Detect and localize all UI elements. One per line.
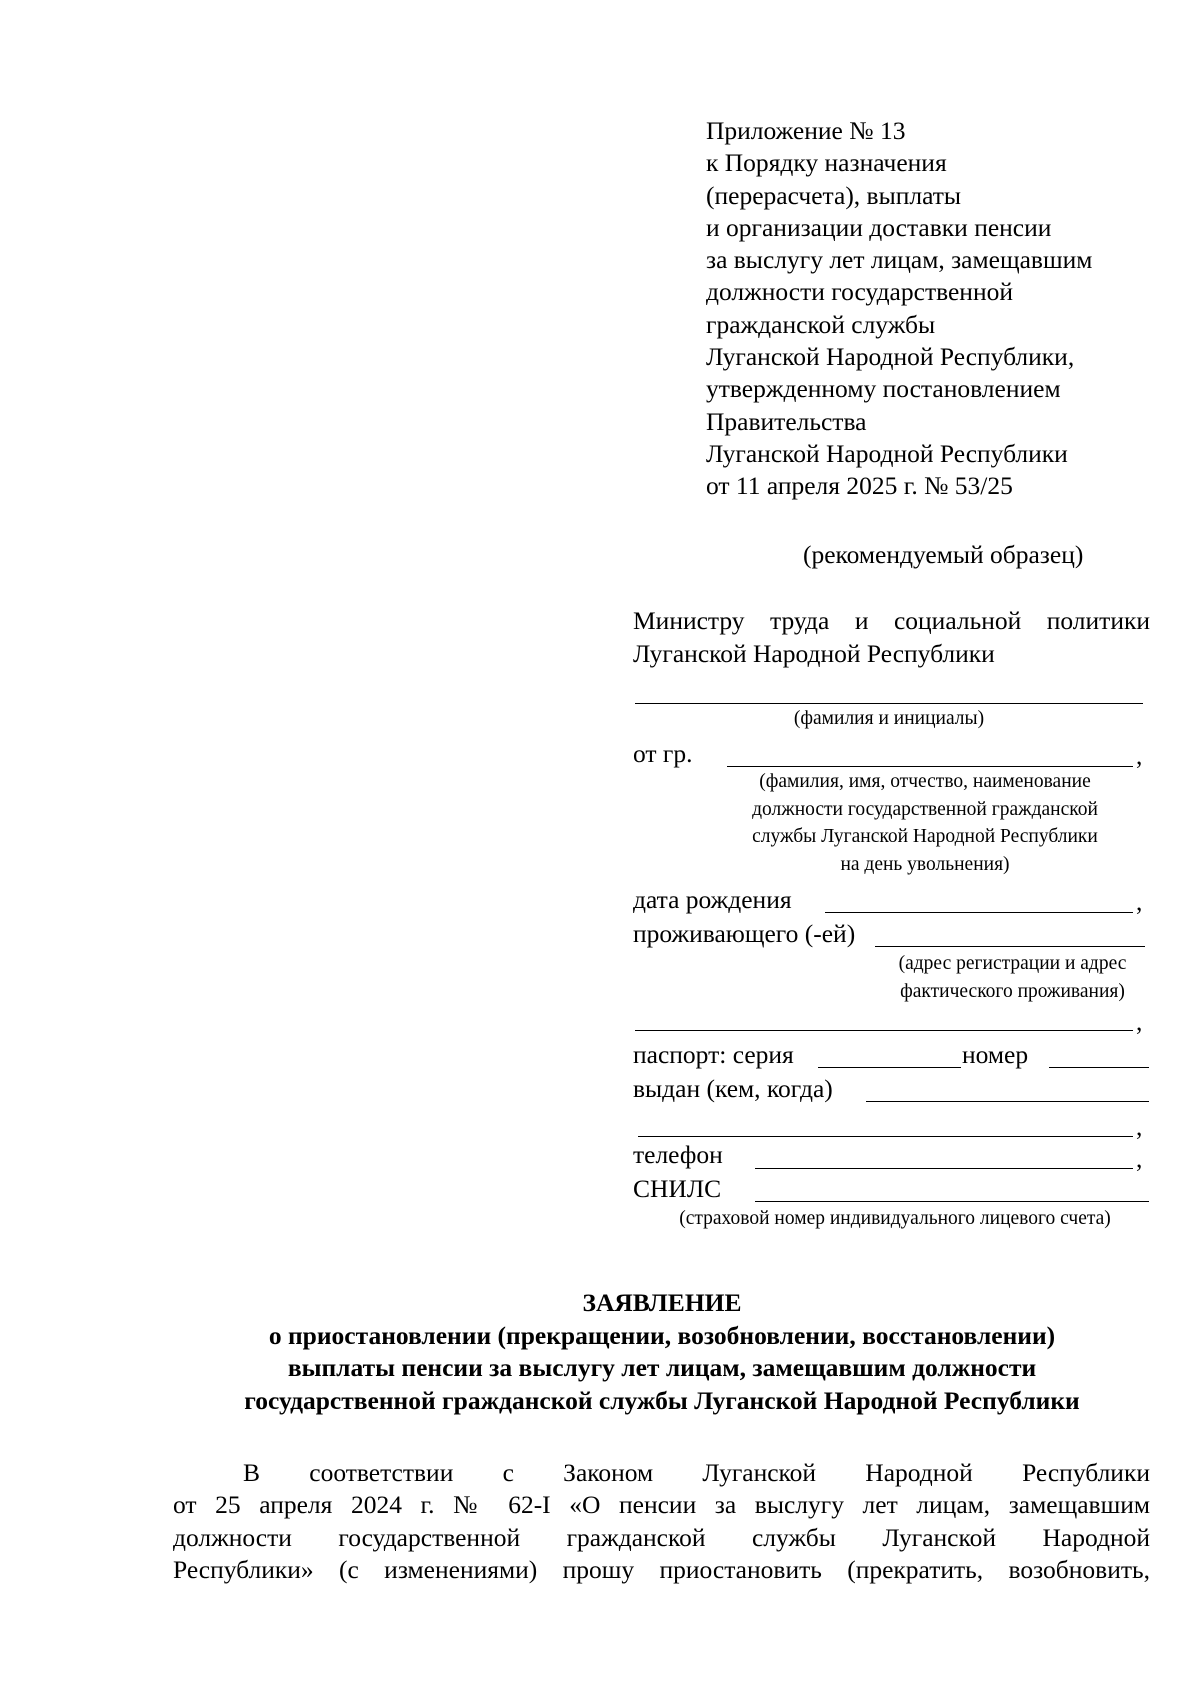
title-subtitle-line: о приостановлении (прекращении, возобновлении, восстановлении)	[268, 1320, 1056, 1350]
appendix-line: к Порядку назначения	[706, 148, 947, 178]
from-field[interactable]	[727, 766, 1133, 767]
caption-line: фактического проживания)	[900, 980, 1125, 1002]
snils-field[interactable]	[755, 1201, 1149, 1202]
document-title	[150, 1287, 1174, 1418]
caption-snils: (страховой номер индивидуального лицевого счета)	[679, 1208, 1111, 1229]
appendix-line: (перерасчета), выплаты	[706, 180, 962, 210]
passport-series-label: паспорт: серия	[633, 1040, 794, 1069]
phone-label: телефон	[633, 1140, 723, 1169]
caption-position	[700, 768, 1150, 878]
phone-field[interactable]	[755, 1168, 1133, 1169]
addressee-line-2: Луганской Народной Республики	[633, 638, 995, 668]
caption-line: должности государственной гражданской	[752, 798, 1098, 820]
appendix-line: Луганской Народной Республики,	[706, 342, 1075, 372]
comma: ,	[1136, 741, 1143, 770]
body-line: Республики» (с изменениями) прошу приостановить (прекратить, возобновить,	[173, 1555, 1150, 1585]
appendix-line: Правительства	[706, 406, 867, 436]
residing-field[interactable]	[875, 946, 1145, 947]
caption-line: на день увольнения)	[840, 853, 1010, 875]
snils-label: СНИЛС	[633, 1174, 722, 1203]
body-line: должности государственной гражданской службы Луганской Народной	[173, 1522, 1150, 1552]
residing-label: проживающего (-ей)	[633, 919, 856, 948]
issued-label: выдан (кем, когда)	[633, 1074, 833, 1103]
issued-field-continued[interactable]	[638, 1136, 1133, 1137]
passport-number-field[interactable]	[1049, 1067, 1149, 1068]
body-paragraph	[173, 1457, 1150, 1587]
sample-note: (рекомендуемый образец)	[803, 540, 1084, 569]
caption-line: (фамилия, имя, отчество, наименование	[759, 771, 1091, 792]
appendix-line: Луганской Народной Республики	[706, 438, 1068, 468]
title-subtitle-line: выплаты пенсии за выслугу лет лицам, замещавшим должности	[287, 1353, 1037, 1383]
appendix-line: от 11 апреля 2025 г. № 53/25	[706, 471, 1013, 501]
comma: ,	[1136, 1007, 1143, 1036]
comma: ,	[1136, 1112, 1143, 1141]
addressee-fio-field[interactable]	[635, 703, 1143, 704]
caption-fio: (фамилия и инициалы)	[793, 708, 985, 729]
caption-address	[880, 950, 1145, 1005]
caption-line: (адрес регистрации и адрес	[898, 953, 1127, 974]
title-heading: ЗАЯВЛЕНИЕ	[582, 1288, 742, 1317]
appendix-line: утвержденному постановлением	[706, 374, 1061, 404]
appendix-line: за выслугу лет лицам, замещавшим	[706, 245, 1093, 275]
from-label: от гр.	[633, 739, 693, 768]
caption-line: службы Луганской Народной Республики	[752, 826, 1098, 847]
appendix-line: и организации доставки пенсии	[706, 212, 1052, 242]
title-subtitle-line: государственной гражданской службы Луганской Народной Республики	[244, 1386, 1080, 1416]
passport-series-field[interactable]	[818, 1067, 961, 1068]
comma: ,	[1136, 1144, 1143, 1173]
appendix-line: Приложение № 13	[706, 116, 906, 145]
birth-label: дата рождения	[633, 885, 792, 914]
birth-date-field[interactable]	[825, 912, 1133, 913]
address-field[interactable]	[635, 1030, 1133, 1031]
issued-field[interactable]	[866, 1101, 1149, 1102]
appendix-line: должности государственной	[706, 277, 1013, 307]
passport-number-label: номер	[962, 1040, 1029, 1069]
body-line: от 25 апреля 2024 г. № 62-I «О пенсии за выслугу лет лицам, замещавшим	[173, 1490, 1150, 1520]
addressee-block	[633, 605, 1150, 670]
appendix-header	[706, 115, 1092, 503]
addressee-line-1: Министру труда и социальной политики	[633, 606, 1150, 635]
appendix-line: гражданской службы	[706, 309, 936, 339]
comma: ,	[1136, 887, 1143, 916]
body-line: В соответствии с Законом Луганской Народной Республики	[243, 1458, 1150, 1487]
